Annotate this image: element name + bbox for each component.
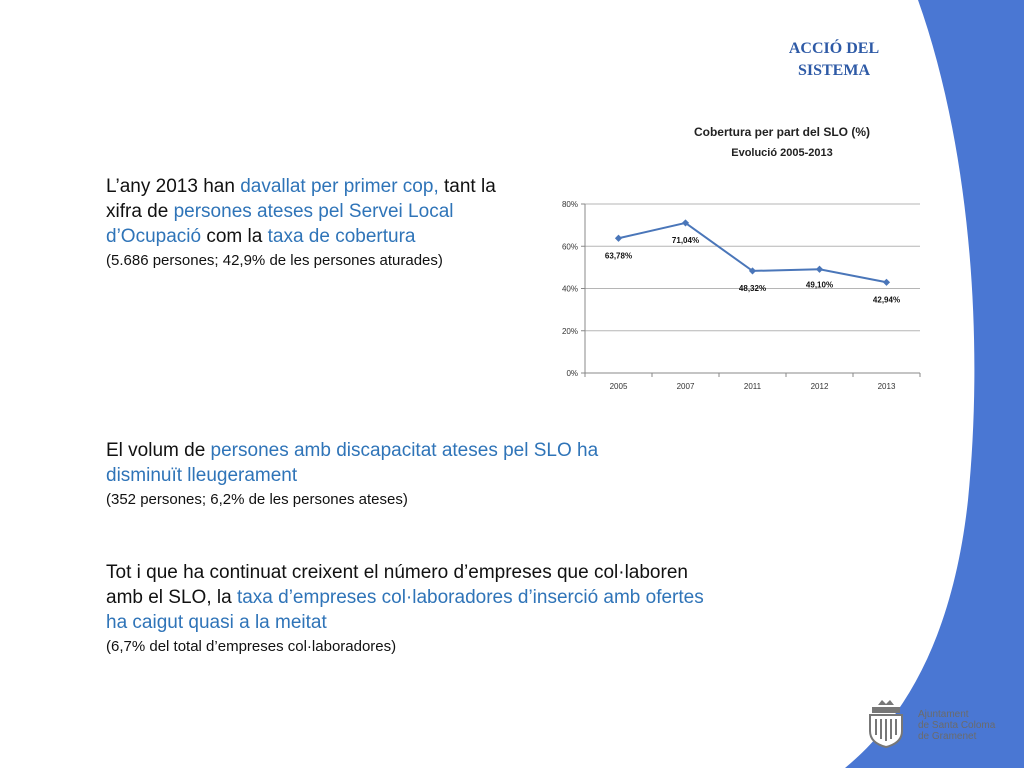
logo-text (918, 709, 995, 742)
highlight-segment: persones ateses pel Servei Local d’Ocupació (106, 201, 454, 247)
coverage-line-chart (555, 118, 935, 408)
data-point (883, 279, 890, 286)
data-label: 63,78% (604, 251, 633, 261)
y-tick-label: 60% (561, 242, 578, 252)
text-segment: El volum de (106, 440, 211, 461)
data-label: 42,94% (872, 295, 901, 305)
logo-line: Ajuntament (918, 709, 969, 720)
highlight-segment: davallat per primer cop, (240, 176, 439, 197)
chart-title: Cobertura per part del SLO (%) (693, 125, 871, 139)
highlight-segment: taxa d’empreses col·laboradores d’inserció amb ofertes ha caigut quasi a la meitat (106, 587, 704, 633)
paragraph-disability (106, 438, 646, 510)
highlight-segment: persones amb discapacitat ateses pel SLO ha disminuït lleugerament (106, 440, 599, 486)
highlight-segment: taxa de cobertura (267, 226, 416, 247)
y-tick-label: 0% (566, 369, 578, 378)
city-council-logo (864, 697, 1014, 751)
logo-line: de Gramenet (918, 731, 977, 742)
logo-line: de Santa Coloma (918, 720, 996, 731)
text-segment: Tot i que ha continuat creixent el número d’empreses que col·laboren amb el SLO, la (106, 562, 688, 608)
paragraph-coverage-note: (5.686 persones; 42,9% de les persones aturades) (106, 252, 443, 269)
section-title (770, 38, 898, 82)
x-tick-label: 2005 (609, 382, 628, 391)
x-tick-label: 2011 (743, 382, 762, 391)
y-tick-label: 80% (561, 200, 578, 209)
section-title-line-1: ACCIÓ DEL (788, 40, 880, 57)
coat-of-arms-icon (864, 699, 908, 749)
chart-subtitle: Evolució 2005-2013 (731, 147, 833, 159)
paragraph-companies-text (106, 560, 706, 635)
data-point (615, 235, 622, 242)
data-label: 49,10% (805, 280, 834, 290)
paragraph-companies-note: (6,7% del total d’empreses col·laboradores) (106, 638, 397, 655)
paragraph-companies (106, 560, 706, 657)
y-tick-label: 40% (561, 284, 578, 294)
y-tick-label: 20% (561, 326, 578, 336)
data-label: 48,32% (738, 283, 767, 293)
data-label: 71,04% (671, 235, 700, 245)
paragraph-coverage-text (106, 174, 526, 249)
x-tick-label: 2007 (676, 382, 695, 391)
paragraph-coverage (106, 174, 526, 271)
text-segment: com la (201, 226, 268, 247)
x-tick-label: 2012 (810, 382, 829, 391)
x-tick-label: 2013 (877, 382, 896, 391)
text-segment: L’any 2013 han (106, 176, 241, 197)
paragraph-disability-text (106, 438, 646, 488)
data-point (816, 266, 823, 273)
text-segment: tant la xifra de (106, 176, 496, 222)
paragraph-disability-note: (352 persones; 6,2% de les persones ateses) (106, 491, 408, 508)
section-title-line-2: SISTEMA (797, 62, 871, 79)
